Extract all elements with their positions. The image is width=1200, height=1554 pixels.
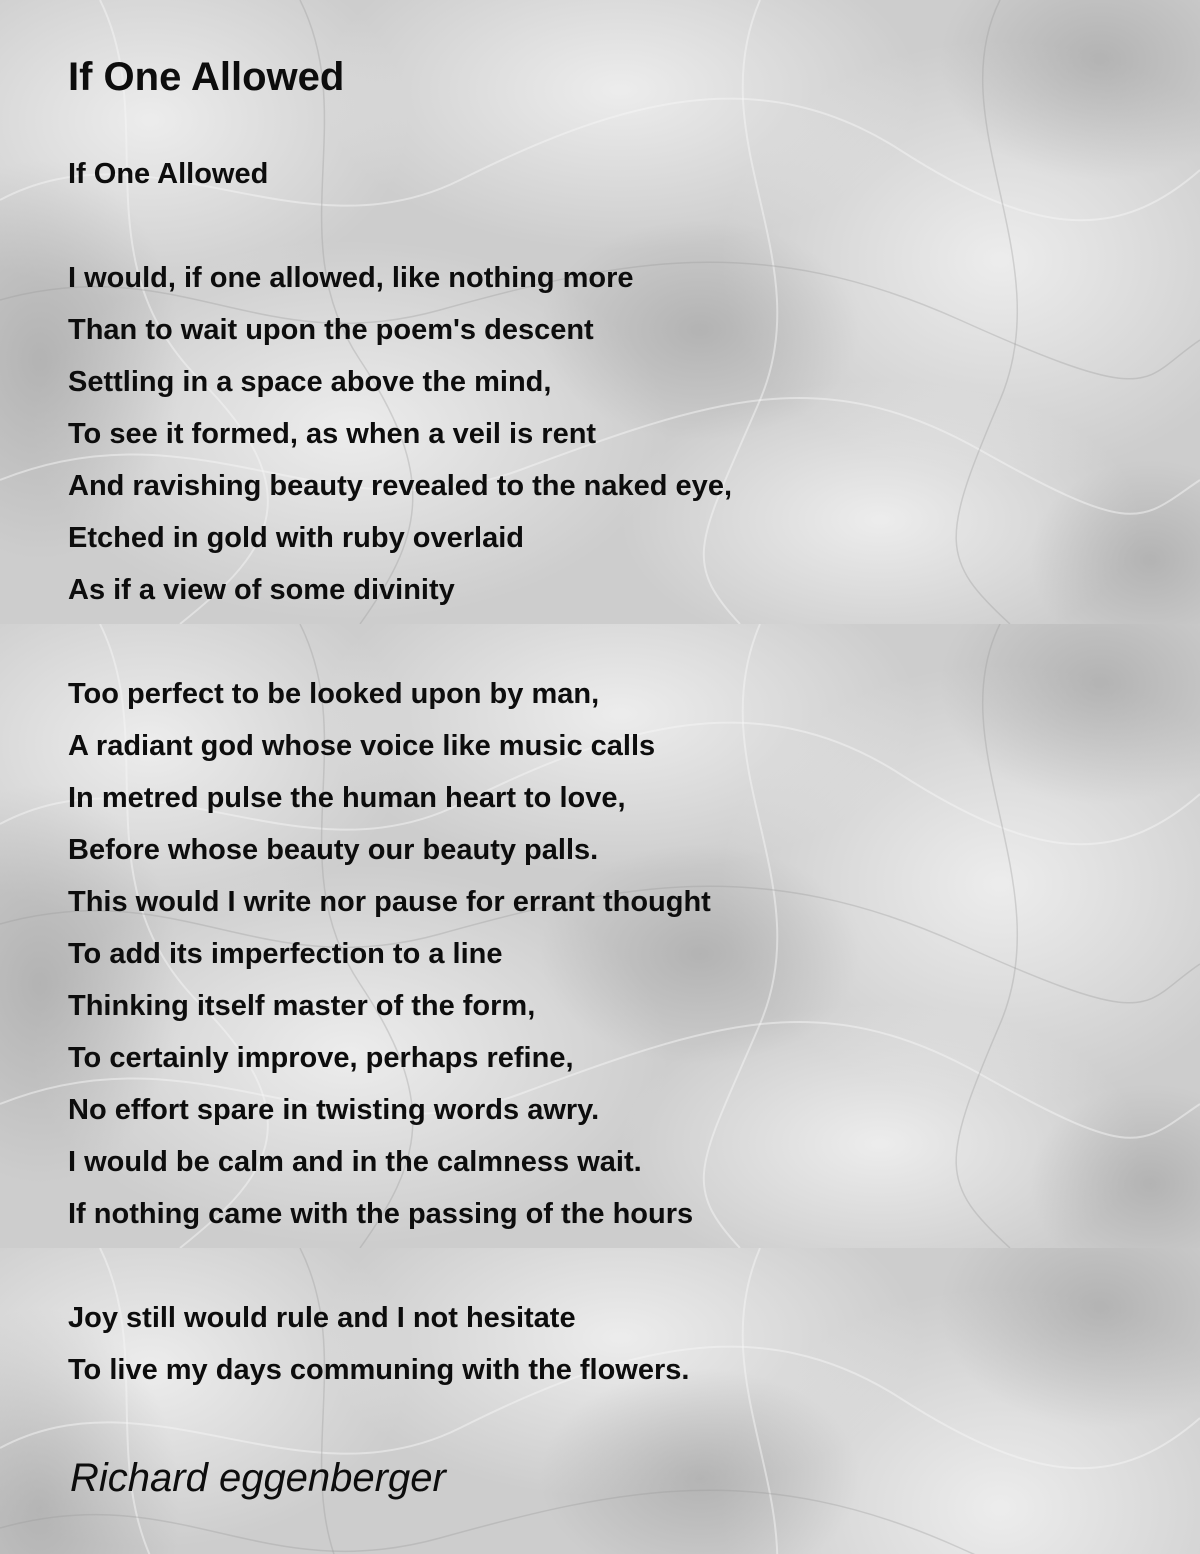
poem-line: No effort spare in twisting words awry. [68,1094,600,1126]
poem-line: Etched in gold with ruby overlaid [68,522,524,554]
stanza-1 [68,252,732,616]
poem-line: To live my days communing with the flowers. [68,1354,690,1386]
poem-line: To certainly improve, perhaps refine, [68,1042,574,1074]
poem-line: To add its imperfection to a line [68,938,503,970]
poem-line: As if a view of some divinity [68,574,455,606]
poem-line: This would I write nor pause for errant thought [68,886,711,918]
stanza-2 [68,668,711,1240]
poem-line: Too perfect to be looked upon by man, [68,678,600,710]
poem-line: To see it formed, as when a veil is rent [68,418,597,450]
poem-line: Settling in a space above the mind, [68,366,552,398]
stanza-3 [68,1292,689,1396]
poem-line: I would, if one allowed, like nothing more [68,262,634,294]
poem-line: Thinking itself master of the form, [68,990,536,1022]
poem-line: Than to wait upon the poem's descent [68,314,594,346]
poem-line: A radiant god whose voice like music calls [68,730,656,762]
poem-line: If nothing came with the passing of the hours [68,1198,694,1230]
poem-line: Joy still would rule and I not hesitate [68,1302,576,1334]
poem-line: I would be calm and in the calmness wait. [68,1146,642,1178]
poem-author: Richard eggenberger [70,1456,446,1500]
poem-line: And ravishing beauty revealed to the naked eye, [68,470,732,502]
poem-title: If One Allowed [68,55,345,99]
poem-subtitle: If One Allowed [68,158,269,190]
poem-line: In metred pulse the human heart to love, [68,782,626,814]
poem-line: Before whose beauty our beauty palls. [68,834,599,866]
